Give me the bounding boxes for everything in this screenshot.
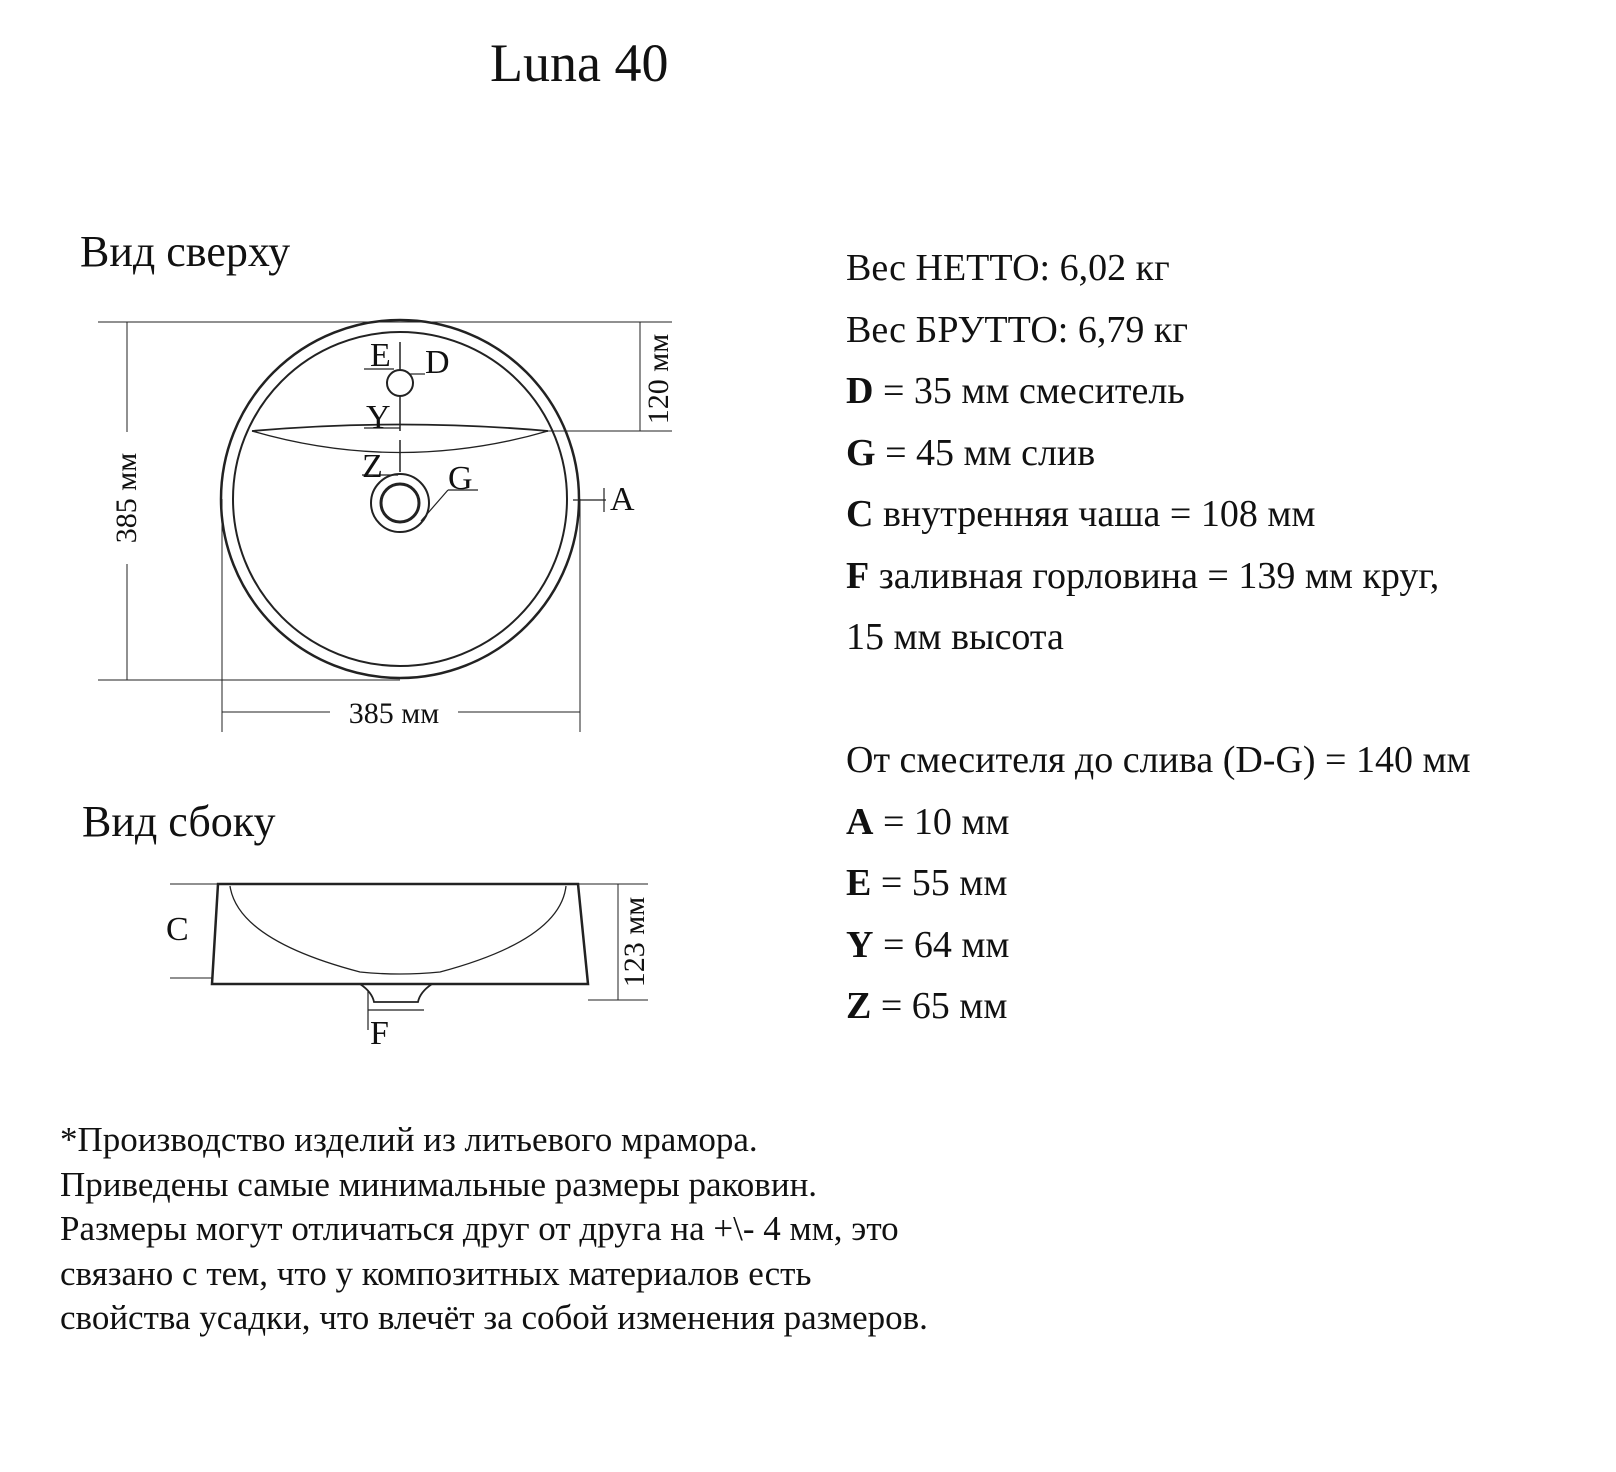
spec-d-text: = 35 мм смеситель bbox=[873, 370, 1185, 412]
spec-f-continued: 15 мм высота bbox=[846, 616, 1064, 658]
spec-f-text: заливная горловина = 139 мм круг, bbox=[869, 554, 1440, 597]
spec-y-key: Y bbox=[846, 923, 874, 966]
note-line: Размеры могут отличаться друг от друга на +\- 4 мм, это bbox=[60, 1209, 899, 1248]
top-view-label: Вид сверху bbox=[80, 227, 291, 276]
spec-a-text: = 10 мм bbox=[873, 800, 1010, 843]
spec-g bbox=[846, 423, 1471, 485]
spec-e-key: E bbox=[846, 862, 872, 904]
basin-side-bowl bbox=[230, 886, 566, 974]
spec-dg: От смесителя до слива (D-G) = 140 мм bbox=[846, 739, 1471, 781]
spec-f-key: F bbox=[846, 554, 870, 597]
note-line: свойства усадки, что влечёт за собой изменения размеров. bbox=[60, 1298, 928, 1337]
drain-hole-inner bbox=[381, 484, 419, 522]
dim-ledge-label: 120 мм bbox=[642, 333, 675, 425]
marker-c: C bbox=[166, 911, 189, 948]
top-view-drawing bbox=[98, 320, 672, 732]
spec-g-key: G bbox=[846, 431, 876, 474]
spec-c-text: внутренняя чаша = 108 мм bbox=[873, 493, 1316, 535]
spec-g-text: = 45 мм слив bbox=[875, 431, 1096, 474]
spec-d-key: D bbox=[846, 370, 874, 412]
dim-width-label: 385 мм bbox=[348, 697, 440, 730]
spec-f bbox=[846, 546, 1471, 608]
side-view-drawing bbox=[170, 884, 648, 1030]
specs-list bbox=[846, 238, 1471, 1038]
spec-a-key: A bbox=[846, 800, 874, 843]
footnotes bbox=[60, 1118, 928, 1341]
drain-neck bbox=[360, 984, 432, 1002]
spec-z-key: Z bbox=[846, 985, 872, 1027]
basin-outer-rim bbox=[221, 320, 579, 678]
marker-a: A bbox=[610, 481, 635, 518]
note-line: *Производство изделий из литьевого мрамора. bbox=[60, 1120, 758, 1159]
marker-z: Z bbox=[362, 448, 383, 485]
dim-height-label: 123 мм bbox=[618, 896, 651, 988]
dim-depth-label: 385 мм bbox=[110, 452, 143, 544]
spec-z bbox=[846, 976, 1471, 1038]
spec-d bbox=[846, 361, 1471, 423]
spec-weight-net: Вес НЕТТО: 6,02 кг bbox=[846, 247, 1170, 289]
spec-z-text: = 65 мм bbox=[871, 985, 1008, 1027]
note-line: связано с тем, что у композитных материалов есть bbox=[60, 1253, 812, 1293]
spec-e bbox=[846, 853, 1471, 915]
marker-y: Y bbox=[366, 399, 391, 436]
spec-weight-gross: Вес БРУТТО: 6,79 кг bbox=[846, 308, 1188, 351]
spec-a bbox=[846, 792, 1471, 854]
spec-c-key: C bbox=[846, 493, 874, 535]
spec-y-text: = 64 мм bbox=[873, 923, 1010, 966]
spec-c bbox=[846, 484, 1471, 546]
product-title: Luna 40 bbox=[490, 33, 669, 93]
marker-e: E bbox=[370, 337, 391, 374]
marker-d: D bbox=[425, 344, 450, 381]
basin-inner-rim bbox=[233, 332, 567, 666]
marker-g: G bbox=[448, 460, 473, 497]
side-view-label: Вид сбоку bbox=[82, 797, 276, 846]
marker-f: F bbox=[370, 1015, 389, 1052]
spec-e-text: = 55 мм bbox=[871, 862, 1008, 904]
spec-y bbox=[846, 915, 1471, 977]
note-line: Приведены самые минимальные размеры раковин. bbox=[60, 1164, 818, 1204]
